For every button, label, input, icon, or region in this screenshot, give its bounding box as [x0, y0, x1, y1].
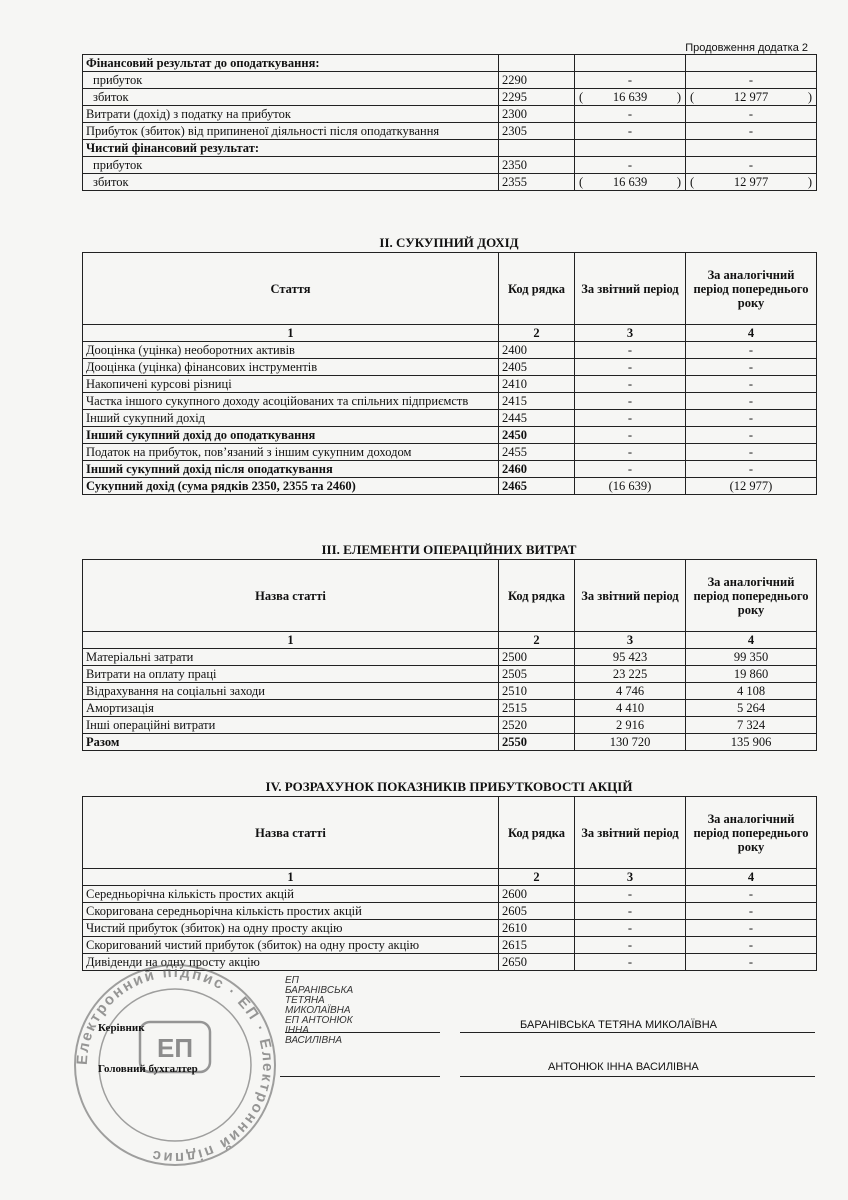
row-label: Сукупний дохід (сума рядків 2350, 2355 та 2460)	[83, 478, 499, 495]
row-code: 2650	[499, 954, 575, 971]
table-row	[83, 376, 817, 393]
row-current: -	[575, 427, 686, 444]
operating-expenses-table	[82, 559, 817, 751]
row-label: Інші операційні витрати	[83, 717, 499, 734]
row-code: 2290	[499, 72, 575, 89]
row-current: -	[575, 376, 686, 393]
row-label: Чистий прибуток (збиток) на одну просту акцію	[83, 920, 499, 937]
row-label: Накопичені курсові різниці	[83, 376, 499, 393]
row-previous: 7 324	[686, 717, 817, 734]
row-current: -	[575, 937, 686, 954]
row-previous: -	[686, 410, 817, 427]
table-row	[83, 72, 817, 89]
row-code: 2600	[499, 886, 575, 903]
row-previous: -	[686, 903, 817, 920]
row-code: 2465	[499, 478, 575, 495]
column-header: Стаття	[83, 253, 499, 325]
row-code: 2400	[499, 342, 575, 359]
comprehensive-income-table	[82, 252, 817, 495]
row-label: Прибуток (збиток) від припиненої діяльності після оподаткування	[83, 123, 499, 140]
row-current: -	[575, 359, 686, 376]
svg-text:Електронний підпис · ЕП · Елек: Електронний підпис · ЕП · Електронний підпис	[73, 963, 277, 1167]
row-code: 2295	[499, 89, 575, 106]
column-header: Назва статті	[83, 560, 499, 632]
table-row	[83, 954, 817, 971]
table-row	[83, 886, 817, 903]
row-code: 2510	[499, 683, 575, 700]
table-row	[83, 903, 817, 920]
table-row	[83, 427, 817, 444]
column-header: Код рядка	[499, 253, 575, 325]
table-row	[83, 393, 817, 410]
row-code: 2410	[499, 376, 575, 393]
row-current: -	[575, 123, 686, 140]
table-row	[83, 444, 817, 461]
row-current: -	[575, 72, 686, 89]
table-row	[83, 734, 817, 751]
section-title: IV. РОЗРАХУНОК ПОКАЗНИКІВ ПРИБУТКОВОСТІ АКЦІЙ	[265, 779, 633, 794]
row-current: (16 639)	[575, 478, 686, 495]
row-current: 2 916	[575, 717, 686, 734]
row-code: 2355	[499, 174, 575, 191]
column-header: За аналогічний період попереднього року	[686, 797, 817, 869]
signature-stamp-text: ЕП БАРАНІВСЬКА ТЕТЯНА МИКОЛАЇВНА ЕП АНТОНЮК ІННА ВАСИЛІВНА	[285, 975, 354, 1046]
row-previous: 12 977	[733, 175, 769, 189]
column-number-row: 1 2 3 4	[83, 325, 817, 342]
row-previous: -	[686, 427, 817, 444]
row-previous: 12 977	[733, 90, 769, 104]
row-code: 2605	[499, 903, 575, 920]
row-label: Скоригована середньорічна кількість простих акцій	[83, 903, 499, 920]
table-row	[83, 666, 817, 683]
table-row	[83, 461, 817, 478]
table-header-row	[83, 560, 817, 632]
row-code: 2350	[499, 157, 575, 174]
row-code: 2615	[499, 937, 575, 954]
table-row	[83, 410, 817, 427]
row-label: Дооцінка (уцінка) необоротних активів	[83, 342, 499, 359]
row-previous: 4 108	[686, 683, 817, 700]
table-row	[83, 55, 817, 72]
table-row	[83, 123, 817, 140]
name-line	[460, 1032, 815, 1033]
column-header: За звітний період	[575, 797, 686, 869]
row-code: 2500	[499, 649, 575, 666]
row-label: Амортизація	[83, 700, 499, 717]
row-previous: -	[686, 376, 817, 393]
column-header: За звітний період	[575, 560, 686, 632]
row-code: 2505	[499, 666, 575, 683]
signature-line	[285, 1032, 440, 1033]
row-current: -	[575, 920, 686, 937]
row-code: 2405	[499, 359, 575, 376]
row-previous: -	[686, 106, 817, 123]
section-title: III. ЕЛЕМЕНТИ ОПЕРАЦІЙНИХ ВИТРАТ	[321, 542, 577, 557]
table-header-row	[83, 253, 817, 325]
table-row	[83, 157, 817, 174]
row-previous: (12 977)	[686, 478, 817, 495]
row-label: Інший сукупний дохід	[83, 410, 499, 427]
table-row	[83, 342, 817, 359]
table-row	[83, 700, 817, 717]
row-previous: 135 906	[686, 734, 817, 751]
row-current: 130 720	[575, 734, 686, 751]
share-profitability-table	[82, 796, 817, 971]
table-row	[83, 717, 817, 734]
table-header-row	[83, 797, 817, 869]
row-previous: -	[686, 157, 817, 174]
row-label: Частка іншого сукупного доходу асоційованих та спільних підприємств	[83, 393, 499, 410]
signature-line	[280, 1076, 440, 1077]
row-label: Витрати на оплату праці	[83, 666, 499, 683]
column-header: Код рядка	[499, 797, 575, 869]
table-row	[83, 106, 817, 123]
table-row	[83, 359, 817, 376]
row-code: 2415	[499, 393, 575, 410]
row-current: -	[575, 461, 686, 478]
row-previous: -	[686, 72, 817, 89]
row-code: 2610	[499, 920, 575, 937]
row-current: -	[575, 444, 686, 461]
table-body	[83, 342, 817, 495]
row-previous: -	[686, 342, 817, 359]
row-label: Середньорічна кількість простих акцій	[83, 886, 499, 903]
row-label: Інший сукупний дохід після оподаткування	[83, 461, 499, 478]
column-header: За звітний період	[575, 253, 686, 325]
row-label: Фінансовий результат до оподаткування:	[83, 55, 499, 72]
column-header: За аналогічний період попереднього року	[686, 560, 817, 632]
table-row	[83, 140, 817, 157]
table-row	[83, 478, 817, 495]
column-number-row: 1 2 3 4	[83, 869, 817, 886]
row-current: -	[575, 410, 686, 427]
row-previous: -	[686, 444, 817, 461]
table-row	[83, 649, 817, 666]
row-code: 2305	[499, 123, 575, 140]
row-label: Дивіденди на одну просту акцію	[83, 954, 499, 971]
row-previous: -	[686, 937, 817, 954]
row-label: Витрати (дохід) з податку на прибуток	[83, 106, 499, 123]
row-label: Дооцінка (уцінка) фінансових інструментів	[83, 359, 499, 376]
row-current: -	[575, 157, 686, 174]
row-label: Разом	[83, 734, 499, 751]
row-current: 16 639	[612, 90, 648, 104]
row-label: прибуток	[83, 157, 499, 174]
row-current: 4 410	[575, 700, 686, 717]
column-header: За аналогічний період попереднього року	[686, 253, 817, 325]
row-previous: 19 860	[686, 666, 817, 683]
row-code: 2515	[499, 700, 575, 717]
svg-text:ЕП: ЕП	[156, 1033, 194, 1063]
row-label: Чистий фінансовий результат:	[83, 140, 499, 157]
row-label: Скоригований чистий прибуток (збиток) на одну просту акцію	[83, 937, 499, 954]
row-label: прибуток	[83, 72, 499, 89]
section-title: II. СУКУПНИЙ ДОХІД	[379, 235, 519, 250]
row-previous: 5 264	[686, 700, 817, 717]
row-code: 2460	[499, 461, 575, 478]
column-header: Код рядка	[499, 560, 575, 632]
row-label: Матеріальні затрати	[83, 649, 499, 666]
row-label: збиток	[83, 89, 499, 106]
row-current: 23 225	[575, 666, 686, 683]
row-previous: -	[686, 954, 817, 971]
name-line	[460, 1076, 815, 1077]
row-current: -	[575, 393, 686, 410]
accountant-label: Головний бухгалтер	[98, 1063, 198, 1075]
row-code: 2300	[499, 106, 575, 123]
row-previous: -	[686, 123, 817, 140]
table-body	[83, 886, 817, 971]
table-row	[83, 920, 817, 937]
row-code: 2520	[499, 717, 575, 734]
row-label: збиток	[83, 174, 499, 191]
row-current: -	[575, 954, 686, 971]
column-header: Назва статті	[83, 797, 499, 869]
row-current: -	[575, 106, 686, 123]
row-previous: -	[686, 393, 817, 410]
table-body	[83, 649, 817, 751]
head-name: БАРАНІВСЬКА ТЕТЯНА МИКОЛАЇВНА	[520, 1019, 718, 1031]
row-current: 16 639	[612, 175, 648, 189]
row-current: -	[575, 886, 686, 903]
row-code: 2550	[499, 734, 575, 751]
row-previous: -	[686, 461, 817, 478]
row-label: Відрахування на соціальні заходи	[83, 683, 499, 700]
financial-result-table	[82, 54, 817, 191]
row-label: Податок на прибуток, пов’язаний з іншим сукупним доходом	[83, 444, 499, 461]
row-current: 95 423	[575, 649, 686, 666]
row-code: 2455	[499, 444, 575, 461]
table-row: збиток 2355 ( 16 639 ) ( 12 977 )	[83, 174, 817, 191]
page-continuation-note: Продовження додатка 2	[685, 42, 808, 54]
head-label: Керівник	[98, 1022, 145, 1034]
row-previous: -	[686, 920, 817, 937]
accountant-name: АНТОНЮК ІННА ВАСИЛІВНА	[548, 1061, 699, 1073]
table-row	[83, 937, 817, 954]
row-current: 4 746	[575, 683, 686, 700]
row-code: 2450	[499, 427, 575, 444]
table-row	[83, 683, 817, 700]
row-current: -	[575, 342, 686, 359]
row-label: Інший сукупний дохід до оподаткування	[83, 427, 499, 444]
row-previous: -	[686, 359, 817, 376]
row-current: -	[575, 903, 686, 920]
row-previous: 99 350	[686, 649, 817, 666]
row-previous: -	[686, 886, 817, 903]
column-number-row: 1 2 3 4	[83, 632, 817, 649]
table-row: збиток 2295 ( 16 639 ) ( 12 977 )	[83, 89, 817, 106]
row-code: 2445	[499, 410, 575, 427]
